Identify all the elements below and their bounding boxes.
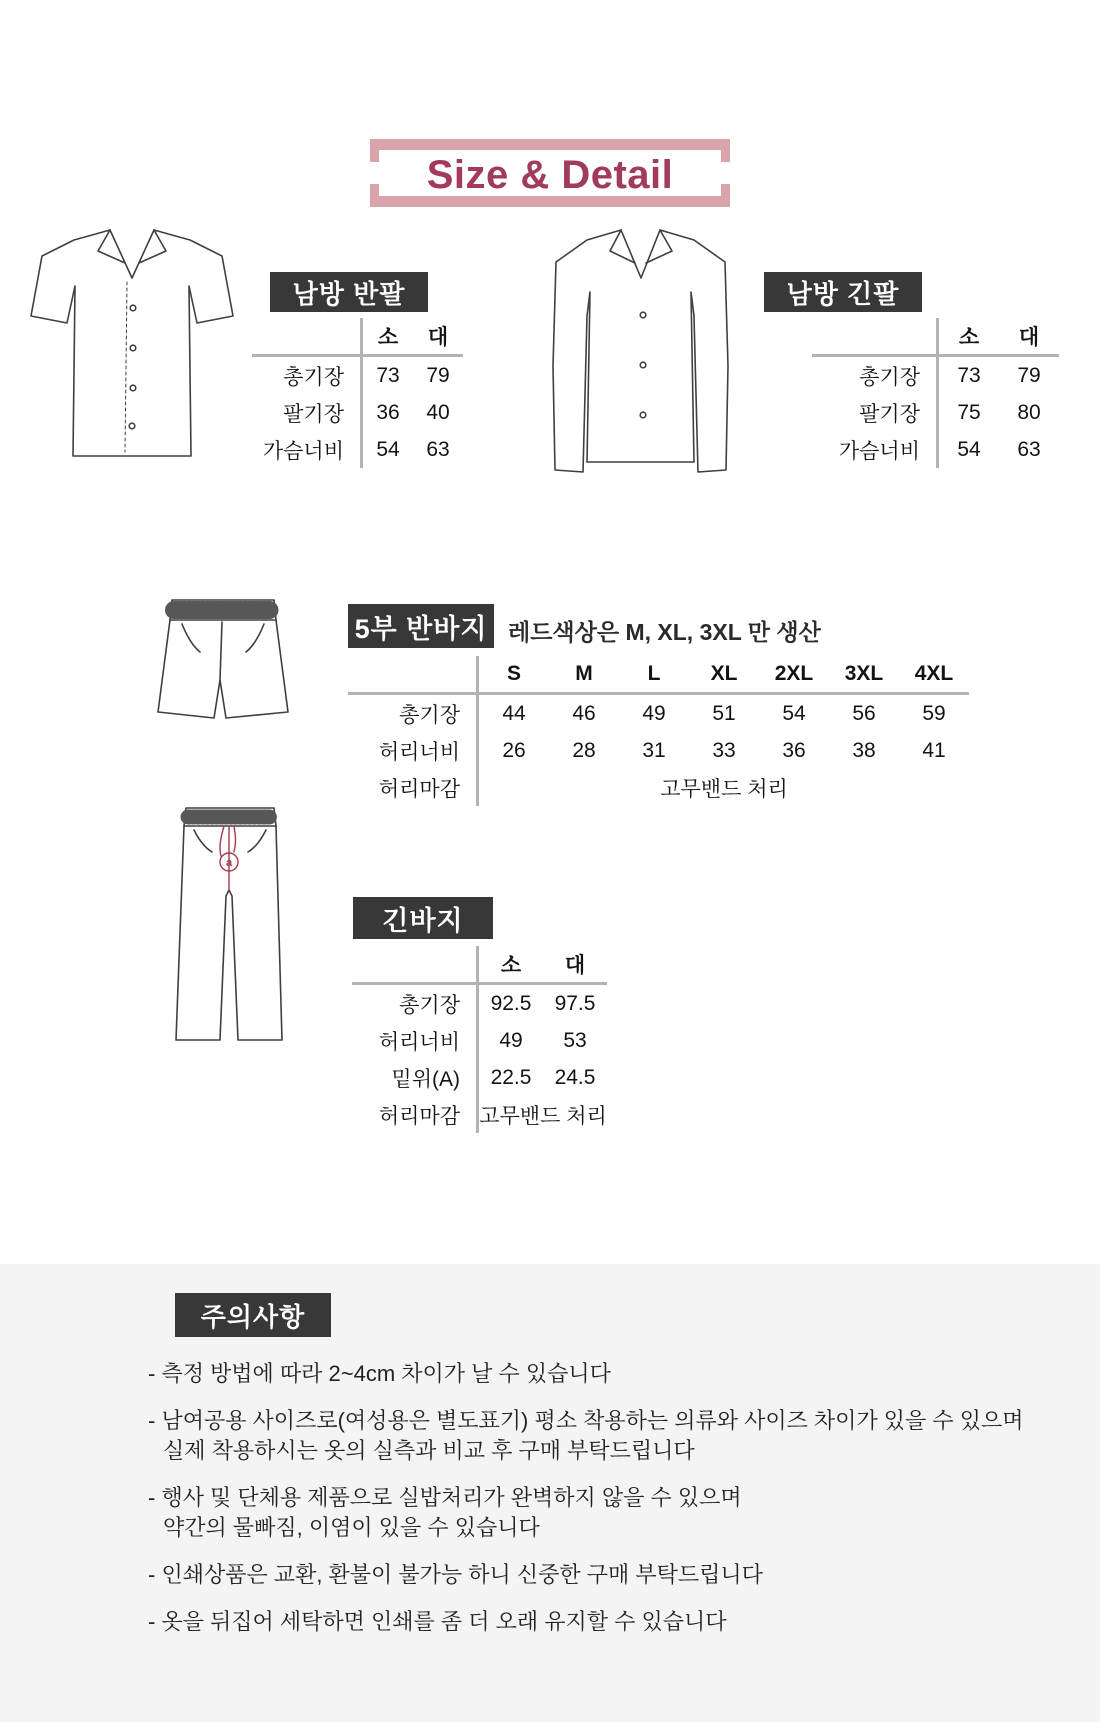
size-value: 97.5 xyxy=(554,991,596,1015)
size-value: 53 xyxy=(563,1028,587,1052)
size-value: 73 xyxy=(362,356,414,395)
col-header: 4XL xyxy=(899,656,969,694)
size-value: 40 xyxy=(426,400,450,424)
table-row xyxy=(812,394,1059,431)
size-value: 54 xyxy=(362,431,414,468)
size-value: 28 xyxy=(572,738,596,762)
col-header: M xyxy=(549,656,619,694)
notice-line: - 옷을 뒤집어 세탁하면 인쇄를 좀 더 오래 유지할 수 있습니다 xyxy=(148,1609,727,1634)
size-value: 63 xyxy=(426,437,450,461)
notice-line-cont: 약간의 물빠짐, 이염이 있을 수 있습니다 xyxy=(163,1515,540,1540)
notice-line: - 남여공용 사이즈로(여성용은 별도표기) 평소 착용하는 의류와 사이즈 차이가 있을 수 있으며 xyxy=(148,1408,1024,1433)
size-value: 44 xyxy=(478,694,550,733)
table-row xyxy=(348,732,969,769)
size-value: 46 xyxy=(572,701,596,725)
notice-line-cont: 실제 착용하시는 옷의 실측과 비교 후 구매 부탁드립니다 xyxy=(163,1438,695,1463)
size-value: 38 xyxy=(852,738,876,762)
col-header: 3XL xyxy=(829,656,899,694)
pants-drawing xyxy=(162,800,302,1048)
notice-line: - 측정 방법에 따라 2~4cm 차이가 날 수 있습니다 xyxy=(148,1361,611,1386)
size-value: 56 xyxy=(852,701,876,725)
shorts-drawing xyxy=(148,592,300,742)
size-value: 79 xyxy=(426,363,450,387)
row-label: 가슴너비 xyxy=(838,439,920,463)
span-value: 고무밴드 처리 xyxy=(478,769,970,806)
table-row xyxy=(352,1022,607,1059)
size-value: 59 xyxy=(922,701,946,725)
pants-size-table xyxy=(352,946,607,1133)
col-header: XL xyxy=(689,656,759,694)
size-value: 36 xyxy=(362,394,414,431)
size-value: 22.5 xyxy=(478,1059,544,1096)
table-row xyxy=(252,356,463,395)
table-row xyxy=(352,984,607,1023)
notice-section xyxy=(0,1264,1100,1722)
size-value: 36 xyxy=(782,738,806,762)
table-row xyxy=(812,356,1059,395)
row-label: 밑위(A) xyxy=(391,1067,460,1091)
notice-item xyxy=(148,1483,1028,1543)
table-row xyxy=(812,431,1059,468)
size-value: 80 xyxy=(1017,400,1041,424)
row-label: 총기장 xyxy=(283,365,344,389)
row-label: 팔기장 xyxy=(283,402,344,426)
col-header: 대 xyxy=(543,946,607,984)
tag-notice: 주의사항 xyxy=(175,1293,331,1337)
frame-bar-top xyxy=(370,139,730,150)
corner-cell xyxy=(252,318,362,356)
notice-item xyxy=(148,1607,1028,1637)
corner-cell xyxy=(352,946,478,984)
corner-cell xyxy=(812,318,938,356)
notice-list xyxy=(148,1359,1028,1654)
tag-shorts: 5부 반바지 xyxy=(348,604,494,648)
row-label: 허리너비 xyxy=(378,740,460,764)
tag-pants: 긴바지 xyxy=(353,897,493,939)
span-value: 고무밴드 처리 xyxy=(478,1096,608,1133)
short-sleeve-shirt-drawing xyxy=(26,220,240,474)
size-value: 79 xyxy=(1017,363,1041,387)
col-header: 2XL xyxy=(759,656,829,694)
table-row xyxy=(352,1059,607,1096)
row-label: 팔기장 xyxy=(859,402,920,426)
short-sleeve-size xyxy=(252,318,463,468)
shorts-production-note: 레드색상은 M, XL, 3XL 만 생산 xyxy=(508,619,821,645)
col-header: 대 xyxy=(413,318,463,356)
row-label: 총기장 xyxy=(399,703,460,727)
crotch-marker-a: a xyxy=(225,857,233,869)
size-value: 41 xyxy=(922,738,946,762)
size-value: 75 xyxy=(938,394,1000,431)
page-title: Size & Detail xyxy=(426,153,674,197)
table-row xyxy=(348,769,969,806)
tag-short-sleeve: 남방 반팔 xyxy=(270,272,428,312)
table-row xyxy=(352,1096,607,1133)
short-sleeve-size-table xyxy=(252,318,463,468)
row-label: 가슴너비 xyxy=(262,439,344,463)
title-frame xyxy=(370,139,730,207)
size-value: 92.5 xyxy=(478,984,544,1023)
size-value: 26 xyxy=(478,732,550,769)
size-value: 49 xyxy=(478,1022,544,1059)
col-header: 대 xyxy=(999,318,1059,356)
shorts-size-table xyxy=(348,656,969,806)
row-label: 허리마감 xyxy=(378,777,460,801)
col-header: 소 xyxy=(938,318,1000,356)
size-value: 54 xyxy=(782,701,806,725)
size-value: 63 xyxy=(1017,437,1041,461)
size-value: 33 xyxy=(712,738,736,762)
tag-long-sleeve: 남방 긴팔 xyxy=(764,272,922,312)
col-header: 소 xyxy=(362,318,414,356)
row-label: 허리너비 xyxy=(378,1030,460,1054)
notice-item xyxy=(148,1560,1028,1590)
notice-line: - 행사 및 단체용 제품으로 실밥처리가 완벽하지 않을 수 있으며 xyxy=(148,1485,742,1510)
shorts-size xyxy=(348,656,969,806)
size-value: 73 xyxy=(938,356,1000,395)
pants-size xyxy=(352,946,607,1133)
size-value: 24.5 xyxy=(554,1065,596,1089)
size-value: 51 xyxy=(712,701,736,725)
table-row xyxy=(348,694,969,733)
notice-line: - 인쇄상품은 교환, 환불이 불가능 하니 신중한 구매 부탁드립니다 xyxy=(148,1562,763,1587)
notice-item xyxy=(148,1359,1028,1389)
col-header: S xyxy=(478,656,550,694)
row-label: 허리마감 xyxy=(378,1104,460,1128)
long-sleeve-size-table xyxy=(812,318,1059,468)
size-value: 49 xyxy=(642,701,666,725)
row-label: 총기장 xyxy=(399,993,460,1017)
notice-item xyxy=(148,1406,1028,1466)
col-header: 소 xyxy=(478,946,544,984)
table-row xyxy=(252,431,463,468)
long-sleeve-size xyxy=(812,318,1059,468)
col-header: L xyxy=(619,656,689,694)
table-row xyxy=(252,394,463,431)
corner-cell xyxy=(348,656,478,694)
size-value: 31 xyxy=(642,738,666,762)
row-label: 총기장 xyxy=(859,365,920,389)
long-sleeve-shirt-drawing xyxy=(543,220,740,484)
size-value: 54 xyxy=(938,431,1000,468)
